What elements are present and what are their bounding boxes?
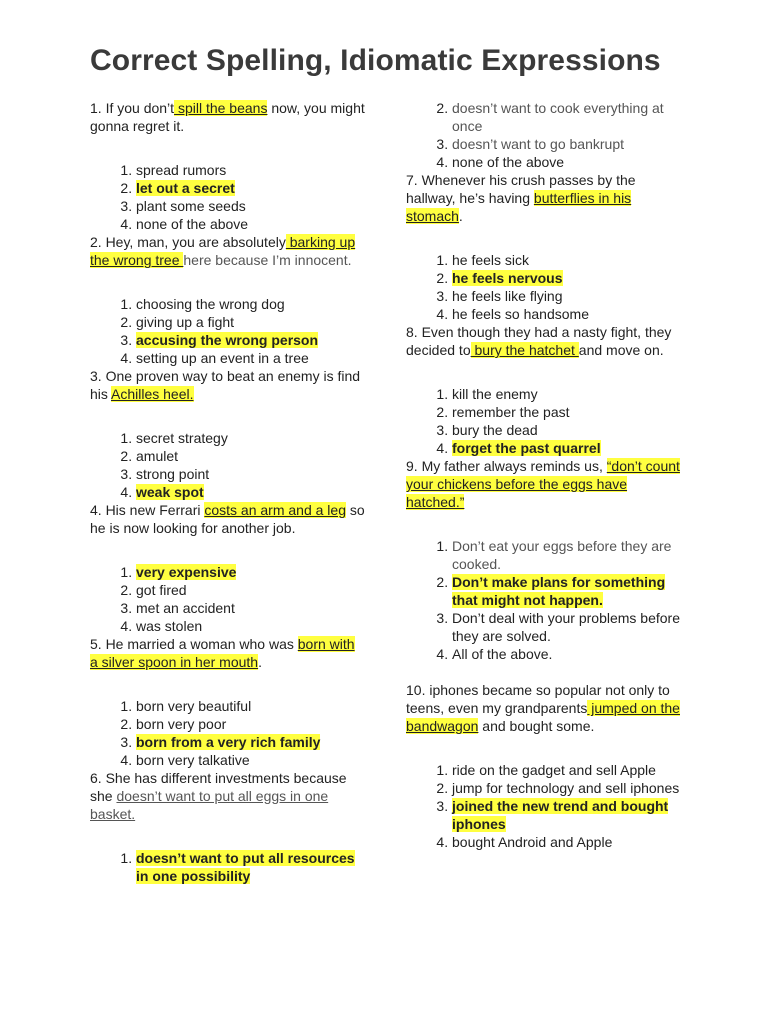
option: 2. doesn’t want to cook everything at once bbox=[452, 99, 681, 135]
question-4-prompt: 4. His new Ferrari costs an arm and a leg so he is now looking for another job. bbox=[90, 502, 365, 536]
option-correct: 1. doesn’t want to put all resources in one possibility bbox=[136, 849, 365, 885]
option-correct: 4. forget the past quarrel bbox=[452, 439, 681, 457]
question-8 bbox=[406, 323, 681, 457]
option: 1. ride on the gadget and sell Apple bbox=[452, 761, 681, 779]
question-7 bbox=[406, 171, 681, 323]
question-6-continued bbox=[406, 99, 681, 171]
question-10 bbox=[406, 681, 681, 851]
idiom-jumped-on-the-bandwagon: jumped on the bandwagon bbox=[406, 700, 680, 734]
option: 4. All of the above. bbox=[452, 645, 681, 663]
option: 3. doesn’t want to go bankrupt bbox=[452, 135, 681, 153]
left-column bbox=[90, 99, 365, 885]
option-correct: 3. accusing the wrong person bbox=[136, 331, 365, 349]
question-5-prompt: 5. He married a woman who was born with a silver spoon in her mouth. bbox=[90, 636, 355, 670]
idiom-eggs-in-one-basket: doesn’t want to put all eggs in one basket. bbox=[90, 788, 329, 822]
option: 1. choosing the wrong dog bbox=[136, 295, 365, 313]
option: 2. born very poor bbox=[136, 715, 365, 733]
option: 1. he feels sick bbox=[452, 251, 681, 269]
option-correct: 3. joined the new trend and bought iphones bbox=[452, 797, 681, 833]
option: 2. giving up a fight bbox=[136, 313, 365, 331]
option: 2. amulet bbox=[136, 447, 365, 465]
idiom-achilles-heel: Achilles heel. bbox=[111, 386, 194, 402]
option: 2. got fired bbox=[136, 581, 365, 599]
question-3-prompt: 3. One proven way to beat an enemy is find his Achilles heel. bbox=[90, 368, 361, 402]
question-4 bbox=[90, 501, 365, 635]
question-5 bbox=[90, 635, 365, 769]
question-9 bbox=[406, 457, 681, 663]
idiom-born-with-a-silver-spoon: born with a silver spoon in her mouth bbox=[90, 636, 355, 670]
question-6-options bbox=[90, 849, 365, 885]
question-7-options bbox=[406, 251, 681, 323]
option-correct: 2. Don’t make plans for something that might not happen. bbox=[452, 573, 681, 609]
question-9-prompt: 9. My father always reminds us, “don’t count your chickens before the eggs have hatched.” bbox=[406, 458, 680, 510]
question-1 bbox=[90, 99, 365, 233]
question-5-options bbox=[90, 697, 365, 769]
option: 4. none of the above bbox=[136, 215, 365, 233]
option-correct: 1. very expensive bbox=[136, 563, 365, 581]
option: 4. was stolen bbox=[136, 617, 365, 635]
question-2-options bbox=[90, 295, 365, 367]
question-1-prompt: 1. If you don’t spill the beans now, you might gonna regret it. bbox=[90, 100, 365, 134]
question-1-options bbox=[90, 161, 365, 233]
question-6-options-continued bbox=[406, 99, 681, 171]
question-10-options bbox=[406, 761, 681, 851]
option-correct: 4. weak spot bbox=[136, 483, 365, 501]
page-title: Correct Spelling, Idiomatic Expressions bbox=[90, 44, 661, 77]
question-6 bbox=[90, 769, 365, 885]
option: 4. bought Android and Apple bbox=[452, 833, 681, 851]
option-correct: 3. born from a very rich family bbox=[136, 733, 365, 751]
option: 2. jump for technology and sell iphones bbox=[452, 779, 681, 797]
option-correct: 2. let out a secret bbox=[136, 179, 365, 197]
question-3-options bbox=[90, 429, 365, 501]
option: 4. setting up an event in a tree bbox=[136, 349, 365, 367]
option: 1. secret strategy bbox=[136, 429, 365, 447]
question-9-options bbox=[406, 537, 681, 663]
option: 3. Don’t deal with your problems before they are solved. bbox=[452, 609, 681, 645]
option: 1. kill the enemy bbox=[452, 385, 681, 403]
idiom-barking-up-the-wrong-tree: barking up the wrong tree bbox=[90, 234, 356, 268]
question-4-options bbox=[90, 563, 365, 635]
idiom-bury-the-hatchet: bury the hatchet bbox=[470, 342, 579, 358]
question-2-prompt: 2. Hey, man, you are absolutely barking up the wrong tree here because I’m innocent. bbox=[90, 234, 356, 268]
option: 4. born very talkative bbox=[136, 751, 365, 769]
option: 3. bury the dead bbox=[452, 421, 681, 439]
question-7-prompt: 7. Whenever his crush passes by the hallway, he’s having butterflies in his stomach. bbox=[406, 172, 636, 224]
option: 3. strong point bbox=[136, 465, 365, 483]
option: 4. he feels so handsome bbox=[452, 305, 681, 323]
idiom-costs-an-arm-and-a-leg: costs an arm and a leg bbox=[204, 502, 346, 518]
idiom-spill-the-beans: spill the beans bbox=[174, 100, 268, 116]
question-8-prompt: 8. Even though they had a nasty fight, they decided to bury the hatchet and move on. bbox=[406, 324, 672, 358]
question-3 bbox=[90, 367, 365, 501]
question-10-prompt: 10. iphones became so popular not only to teens, even my grandparents jumped on the bandwagon and bought some. bbox=[406, 682, 680, 734]
option: 3. plant some seeds bbox=[136, 197, 365, 215]
idiom-butterflies-in-stomach: butterflies in his stomach bbox=[406, 190, 632, 224]
option: 1. spread rumors bbox=[136, 161, 365, 179]
option: 3. met an accident bbox=[136, 599, 365, 617]
option-correct: 2. he feels nervous bbox=[452, 269, 681, 287]
option: 2. remember the past bbox=[452, 403, 681, 421]
option: 3. he feels like flying bbox=[452, 287, 681, 305]
question-2 bbox=[90, 233, 365, 367]
question-8-options bbox=[406, 385, 681, 457]
idiom-dont-count-your-chickens: “don’t count your chickens before the eggs have hatched.” bbox=[406, 458, 680, 510]
right-column bbox=[406, 99, 681, 851]
question-6-prompt: 6. She has different investments because she doesn’t want to put all eggs in one basket. bbox=[90, 770, 347, 822]
option: 1. Don’t eat your eggs before they are cooked. bbox=[452, 537, 681, 573]
option: 1. born very beautiful bbox=[136, 697, 365, 715]
option: 4. none of the above bbox=[452, 153, 681, 171]
